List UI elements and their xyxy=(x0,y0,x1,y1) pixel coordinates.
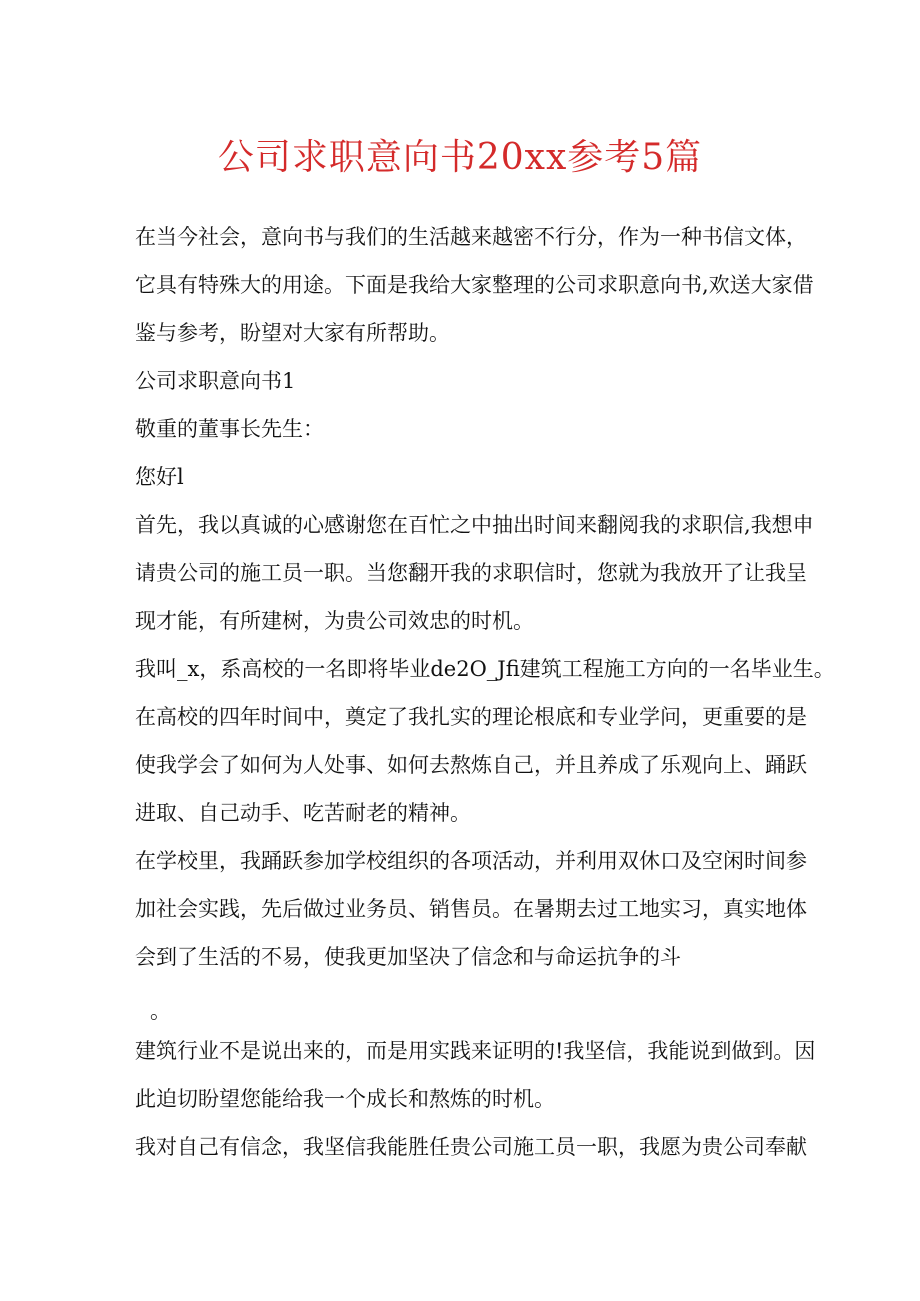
paragraph-line: 此迫切盼望您能给我一个成长和熬炼的时机。 xyxy=(135,1087,555,1111)
paragraph-line: 使我学会了如何为人处事、如何去熬炼自己，并且养成了乐观向上、踊跃 xyxy=(135,753,807,777)
paragraph-line: 在高校的四年时间中，奠定了我扎实的理论根底和专业学问，更重要的是 xyxy=(135,705,807,729)
salutation: 敬重的董事长先生： xyxy=(135,417,324,441)
paragraph-line: 我对自己有信念，我坚信我能胜任贵公司施工员一职，我愿为贵公司奉献 xyxy=(135,1135,807,1159)
paragraph-line: 会到了生活的不易，使我更加坚决了信念和与命运抗争的斗 xyxy=(135,945,681,969)
paragraph-line: 现才能，有所建树，为贵公司效忠的时机。 xyxy=(135,609,534,633)
paragraph-line: 加社会实践，先后做过业务员、销售员。在暑期去过工地实习，真实地体 xyxy=(135,897,807,921)
paragraph-line: 在学校里，我踊跃参加学校组织的各项活动，并利用双休口及空闲时间参 xyxy=(135,849,807,873)
paragraph-line: 。 xyxy=(150,999,171,1023)
paragraph-line: 它具有特殊大的用途。下面是我给大家整理的公司求职意向书,欢送大家借 xyxy=(135,273,814,297)
paragraph-line: 鉴与参考，盼望对大家有所帮助。 xyxy=(135,321,450,345)
document-title: 公司求职意向书20xx参考5篇 xyxy=(217,137,703,178)
section-heading: 公司求职意向书1 xyxy=(135,369,296,393)
paragraph-line: 首先，我以真诚的心感谢您在百忙之中抽出时间来翻阅我的求职信,我想申 xyxy=(135,513,814,537)
paragraph-line: 建筑行业不是说出来的，而是用实践来证明的!我坚信，我能说到做到。因 xyxy=(135,1039,816,1063)
greeting: 您好l xyxy=(135,465,184,489)
paragraph-line: 进取、自己动手、吃苦耐老的精神。 xyxy=(135,801,471,825)
paragraph-line: 请贵公司的施工员一职。当您翻开我的求职信时，您就为我放开了让我呈 xyxy=(135,561,807,585)
paragraph-line: 我叫_x，系高校的一名即将毕业de2O_Jfi建筑工程施工方向的一名毕业生。 xyxy=(135,657,835,681)
paragraph-line: 在当今社会，意向书与我们的生活越来越密不行分，作为一种书信文体， xyxy=(135,225,807,249)
